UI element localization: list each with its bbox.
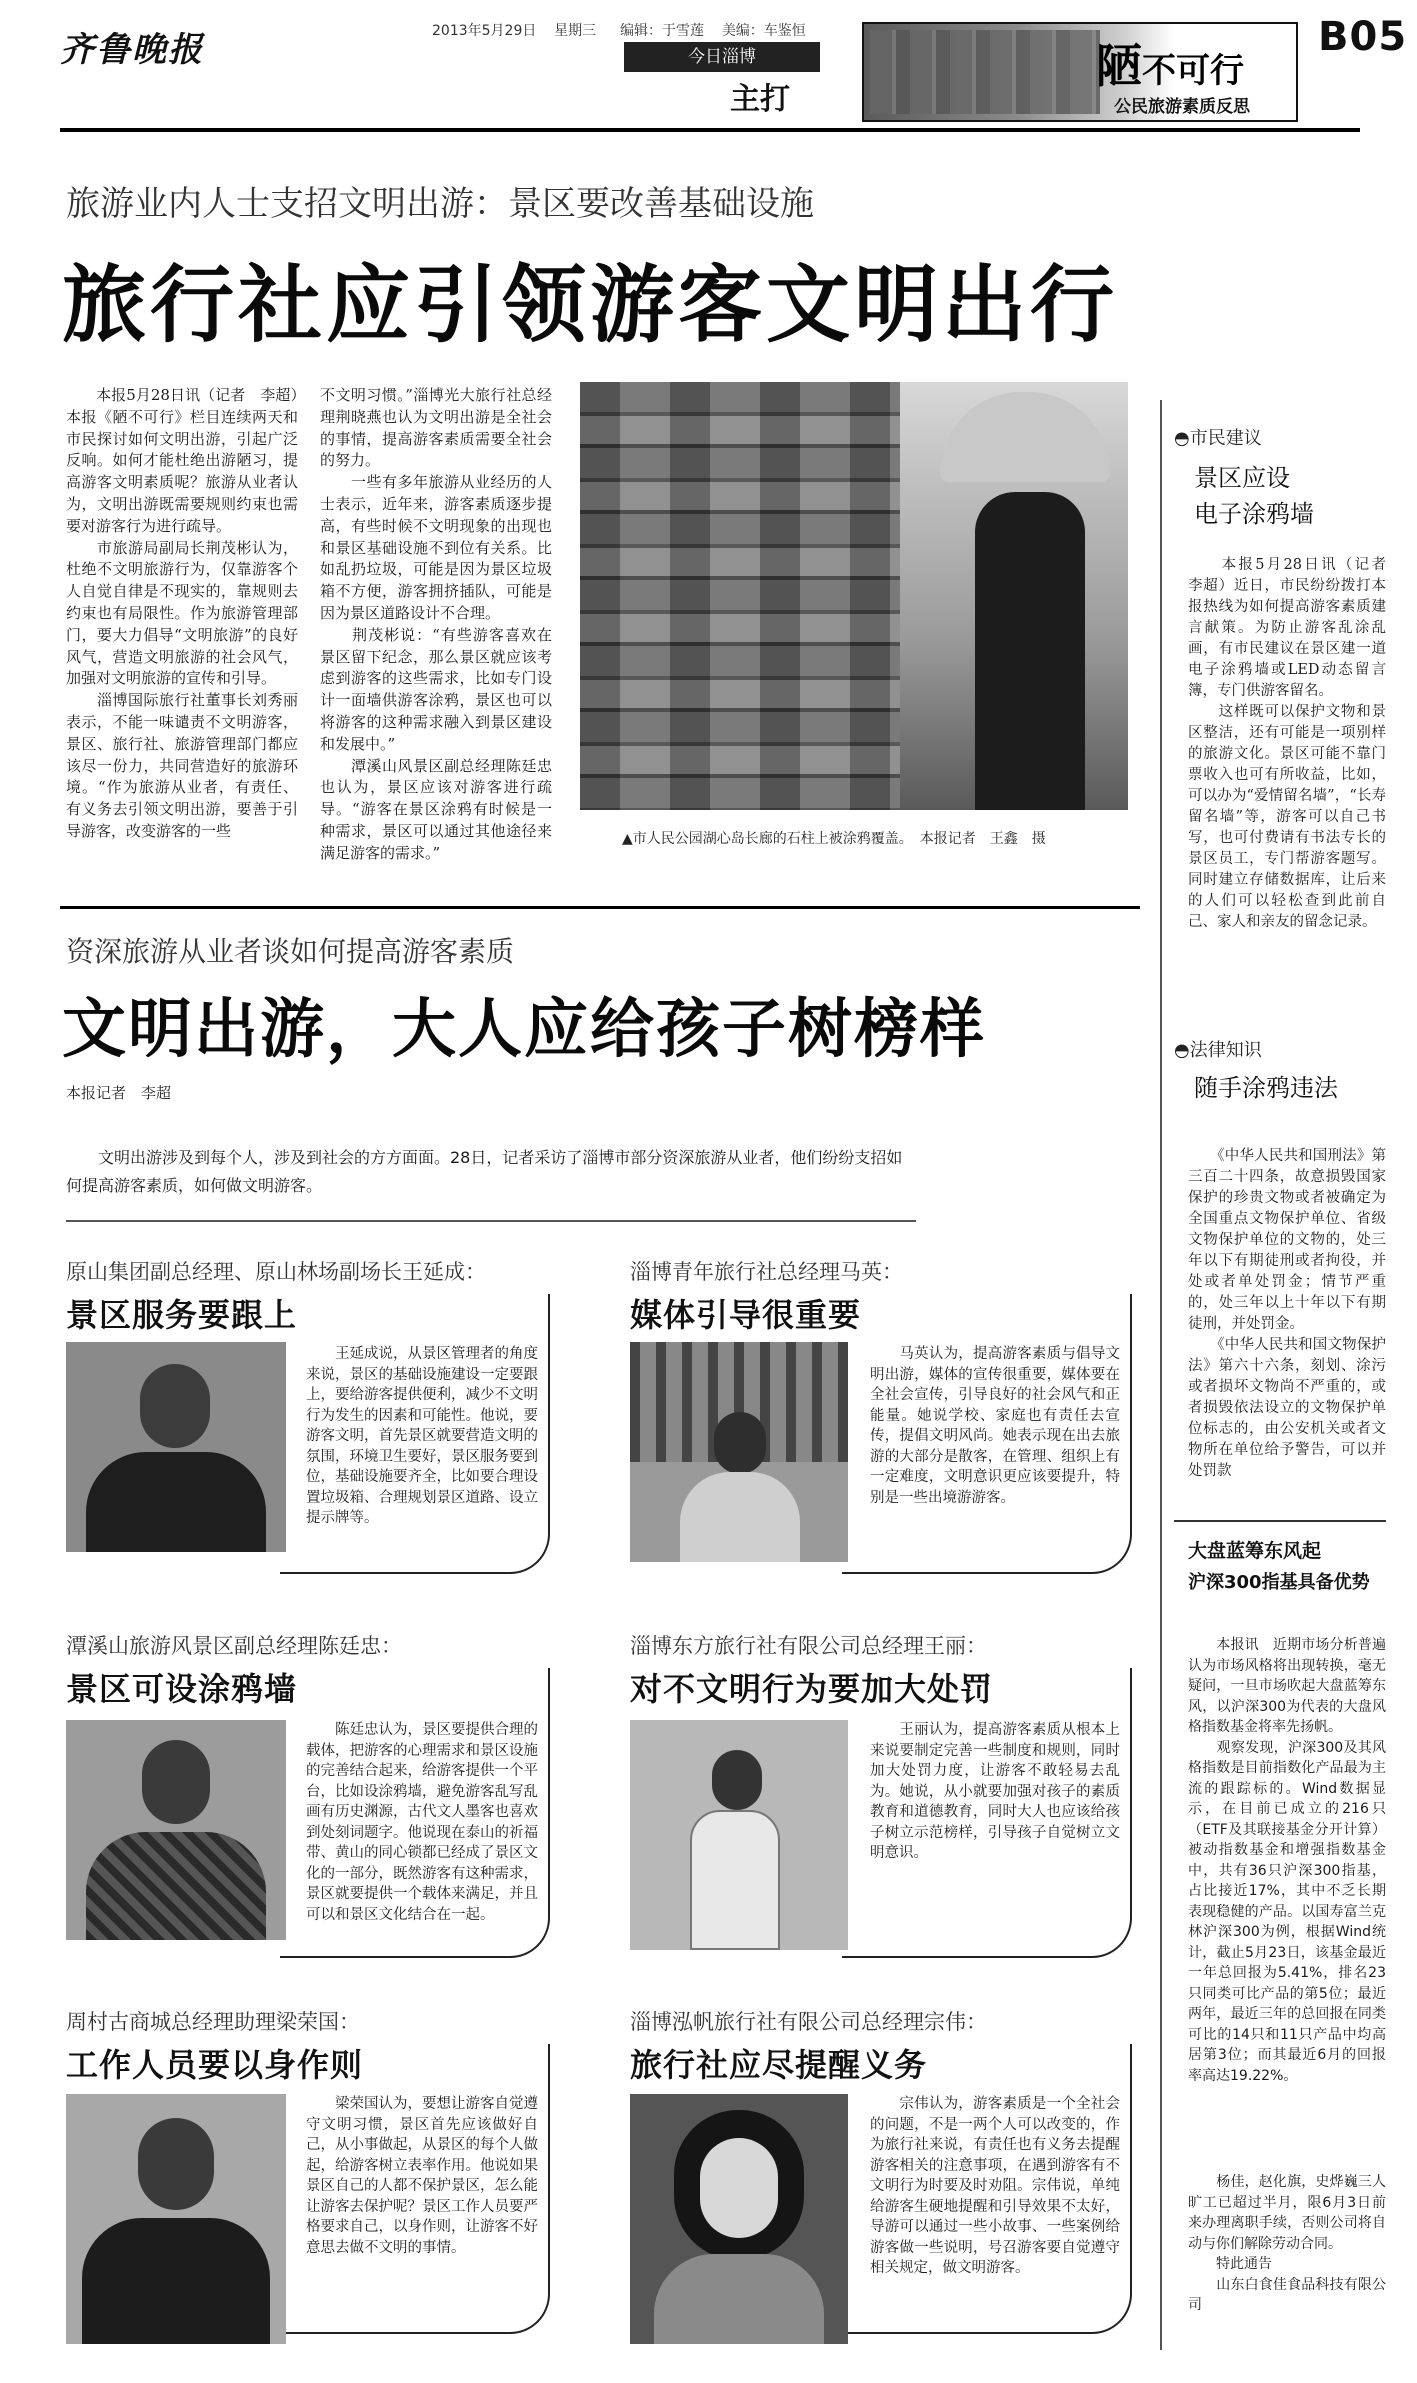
paper-logo: 齐鲁晚报 xyxy=(60,30,204,70)
profile-5-title: 工作人员要以身作则 xyxy=(66,2046,364,2084)
portrait-head xyxy=(712,1750,762,1810)
masthead xyxy=(0,0,1417,120)
column-title-b: 不可行 xyxy=(1142,51,1244,91)
section2-byline: 本报记者 李超 xyxy=(66,1084,172,1102)
column-title-a: 陋 xyxy=(1096,39,1142,93)
profile-2-title: 媒体引导很重要 xyxy=(630,1296,862,1334)
profile-1-body: 王延成说，从景区管理者的角度来说，景区的基础设施建设一定要跟上，要给游客提供便利，减少不文明行为发生的因素和可能性。他说，要游客文明，首先景区就要营造文明的氛围，环境卫生要好，景区服务要到位，基础设施要齐全，比如要合理设置垃圾箱、合理规划景区道路、设立提示牌等。 xyxy=(306,1346,538,1526)
section2-top-rule xyxy=(60,906,1140,909)
lead-photo-caption: ▲市人民公园湖心岛长廊的石柱上被涂鸦覆盖。 本报记者 王鑫 摄 xyxy=(622,831,1046,847)
portrait-body xyxy=(82,2218,270,2344)
portrait-body xyxy=(690,1810,780,1950)
section2-kicker: 资深旅游从业者谈如何提高游客素质 xyxy=(66,935,515,968)
sidebar-ad-rule xyxy=(1174,1520,1386,1522)
tag-icon: ◓ xyxy=(1174,428,1190,449)
tag-icon: ◓ xyxy=(1174,1040,1190,1061)
portrait-body xyxy=(654,2254,824,2344)
column-subtitle: 公民旅游素质反思 xyxy=(1114,97,1250,117)
weekday-text: 星期三 xyxy=(554,23,597,39)
profile-1-photo xyxy=(66,1342,286,1552)
column-logo-box xyxy=(862,22,1298,122)
designer-text: 美编：车鉴恒 xyxy=(721,23,806,39)
section2-intro-rule xyxy=(66,1220,916,1222)
notice: 杨佳，赵化旗，史烨巍三人旷工已超过半月，限6月3日前来办理离职手续，否则公司将自动与你们解除劳动合同。 特此通告 山东白食佳食品科技有限公司 xyxy=(1188,2174,1386,2313)
profile-6-kicker: 淄博泓帆旅行社有限公司总经理宗伟： xyxy=(630,2010,987,2034)
profile-4-title: 对不文明行为要加大处罚 xyxy=(630,1670,994,1708)
section2-intro: 文明出游涉及到每个人，涉及到社会的方方面面。28日，记者采访了淄博市部分资深旅游从业者，他们纷纷支招如何提高游客素质，如何做文明游客。 xyxy=(66,1148,903,1195)
portrait-body xyxy=(86,1452,266,1552)
editor-text: 编辑：于雪莲 xyxy=(620,23,704,39)
column-title xyxy=(1096,30,1244,96)
section-banner: 今日淄博 xyxy=(624,42,820,72)
section-role: 主打 xyxy=(730,82,790,117)
portrait-head xyxy=(714,1412,766,1474)
profile-6-body: 宗伟认为，游客素质是一个全社会的问题，不是一两个人可以改变的，作为旅行社来说，有责任也有义务去提醒游客相关的注意事项，在遇到游客有不文明行为时要及时劝阻。宗伟说，单纯给游客生硬地提醒和引导效果不太好，导游可以通过一些小故事、一些案例给游客做一些说明，号召游客要自觉遵守相关规定，做文明游客。 xyxy=(870,2096,1120,2276)
profile-6-photo xyxy=(630,2094,848,2344)
ad-title-1: 大盘蓝筹东风起 xyxy=(1188,1540,1322,1562)
profile-3-photo xyxy=(66,1720,286,1940)
lead-column-2: 不文明习惯。”淄博光大旅行社总经理荆晓燕也认为文明出游是全社会的事情，提高游客素质需要全社会的努力。 一些有多年旅游从业经历的人士表示，近年来，游客素质逐步提高，有些时候不文明现象的出现也和景区基础设施不到位有关系。比如乱扔垃圾，可能是因为景区垃圾箱不方便，游客拥挤插队，可能是因为景区道路设计不合理。 荆茂彬说：“有些游客喜欢在景区留下纪念，那么景区就应该考虑到游客的这些需求，比如专门设计一面墙供游客涂鸦，景区也可以将游客的这种需求融入到景区建设和发展中。” 潭溪山风景区副总经理陈廷忠也认为，景区应该对游客进行疏导。“游客在景区涂鸦有时候是一种需求，景区可以通过其他途径来满足游客的需求。” xyxy=(320,386,552,862)
profile-4-kicker: 淄博东方旅行社有限公司总经理王丽： xyxy=(630,1634,987,1658)
profile-5-photo xyxy=(66,2094,286,2344)
profile-2-body: 马英认为，提高游客素质与倡导文明出游，媒体的宣传很重要，媒体要在全社会宣传，引导良好的社会风气和正能量。她说学校、家庭也有责任去宣传，提倡文明风尚。她表示现在出去旅游的大部分是散客，在管理、组织上有一定难度，文明意识更应该要提升，特别是一些出境游游客。 xyxy=(870,1346,1120,1506)
profile-3-title: 景区可设涂鸦墙 xyxy=(66,1670,298,1708)
profile-6-title: 旅行社应尽提醒义务 xyxy=(630,2046,928,2084)
profile-5-body: 梁荣国认为，要想让游客自觉遵守文明习惯，景区首先应该做好自己，从小事做起，从景区的每个人做起，给游客树立表率作用。他说如果景区自己的人都不保护景区，怎么能让游客去保护呢？景区工作人员要严格要求自己，以身作则，让游客不好意思去做不文明的事情。 xyxy=(306,2096,538,2256)
sidebar-tag-1 xyxy=(1174,424,1262,450)
date-text: 2013年5月29日 xyxy=(432,23,537,39)
editor-credit xyxy=(620,20,806,40)
page-number: B05 xyxy=(1318,14,1408,60)
issue-date xyxy=(432,20,596,40)
sidebar-body-1: 本报5月28日讯（记者 李超）近日，市民纷纷拨打本报热线为如何提高游客素质建言献策。为防止游客乱涂乱画，有市民建议在景区建一道电子涂鸦墙或LED动态留言簿，专门供游客留名。 这样既可以保护文物和景区整洁，还有可能是一项别样的旅游文化。景区可能不靠门票收入也可有所收益，比如，可以办为“爱情留名墙”，“长寿留名墙”等，游客可以自己书写，也可付费请有书法专长的景区员工，专门帮游客题写。同时建立存储数据库，让后来的人们可以轻松查到此前自己、家人和亲友的留念记录。 xyxy=(1188,557,1386,930)
profile-4-body: 王丽认为，提高游客素质从根本上来说要制定完善一些制度和规则，同时加大处罚力度，让游客不敢轻易去乱为。她说，从小就要加强对孩子的素质教育和道德教育，同时大人也应该给孩子树立示范榜样，引导孩子自觉树立文明意识。 xyxy=(870,1722,1120,1861)
person-silhouette xyxy=(975,492,1085,810)
sidebar-tag-2 xyxy=(1174,1036,1262,1062)
masthead-rule xyxy=(60,128,1360,132)
lead-column-1: 本报5月28日讯（记者 李超）本报《陋不可行》栏目连续两天和市民探讨如何文明出游，引起广泛反响。如何才能杜绝出游陋习，提高游客文明素质呢？旅游从业者认为，文明出游既需要规则约束也需要对游客行为进行疏导。 市旅游局副局长荆茂彬认为，杜绝不文明旅游行为，仅靠游客个人自觉自律是不现实的，靠规则去约束也有局限性。作为旅游管理部门，要大力倡导“文明旅游”的良好风气，营造文明旅游的社会风气，加强对文明旅游的宣传和引导。 淄博国际旅行社董事长刘秀丽表示，不能一味谴责不文明游客，景区、旅行社、旅游管理部门都应该尽一份力，共同营造好的旅游环境。“作为旅游从业者，有责任、有义务去引领文明出游，要善于引导游客，改变游客的一些 xyxy=(66,386,298,840)
portrait-body xyxy=(86,1832,266,1940)
sidebar-divider xyxy=(1160,400,1162,2350)
portrait-head xyxy=(140,1364,210,1448)
profile-2-kicker: 淄博青年旅行社总经理马英： xyxy=(630,1260,903,1284)
profile-5-kicker: 周村古商城总经理助理梁荣国： xyxy=(66,2010,360,2034)
section2-headline: 文明出游，大人应给孩子树榜样 xyxy=(62,993,986,1067)
tag-label: 法律知识 xyxy=(1189,1040,1262,1061)
sidebar xyxy=(1174,410,1386,2360)
ad-title-2: 沪深300指基具备优势 xyxy=(1188,1572,1370,1593)
sidebar-title-2: 随手涂鸦违法 xyxy=(1194,1074,1338,1102)
lead-photo xyxy=(580,382,1128,810)
profile-2-photo xyxy=(630,1342,848,1562)
profile-4-photo xyxy=(630,1720,848,1950)
portrait-head xyxy=(138,2118,214,2210)
profile-1-title: 景区服务要跟上 xyxy=(66,1296,298,1334)
portrait-body xyxy=(680,1472,800,1562)
profile-3-kicker: 潭溪山旅游风景区副总经理陈廷忠： xyxy=(66,1634,402,1658)
portrait-head xyxy=(142,1740,210,1824)
tag-label: 市民建议 xyxy=(1189,428,1262,449)
lead-kicker: 旅游业内人士支招文明出游：景区要改善基础设施 xyxy=(66,184,814,224)
ad-body: 本报讯 近期市场分析普遍认为市场风格将出现转换，毫无疑问，一旦市场吹起大盘蓝筹东风，以沪深300为代表的大盘风格指数基金将率先扬帆。 观察发现，沪深300及其风格指数是目前指数化产品最为主流的跟踪标的。Wind数据显示，在目前已成立的216只（ETF及其联接基金分开计算）被动指数基金和增强指数基金中，共有36只沪深300指基，占比接近17%，其中不乏长期表现稳健的产品。以国寿富兰克林沪深300为例，根据Wind统计，截止5月23日，该基金最近一年总回报为5.41%，排名23只同类可比产品的第5位；最近两年，最近三年的总回报在同类可比的14只和11只产品中均高居第3位；而其最近6月的回报率高达19.22%。 xyxy=(1188,1637,1386,2084)
lead-headline: 旅行社应引领游客文明出行 xyxy=(62,256,1119,354)
stone-texture xyxy=(870,30,1100,114)
sidebar-body-2: 《中华人民共和国刑法》第三百二十四条，故意损毁国家保护的珍贵文物或者被确定为全国重点文物保护单位、省级文物保护单位的文物的，处三年以下有期徒刑或者拘役，并处或者单处罚金；情节严重的，处三年以上十年以下有期徒刑，并处罚金。 《中华人民共和国文物保护法》第六十六条，刻划、涂污或者损坏文物尚不严重的，或者损毁依法设立的文物保护单位标志的，由公安机关或者文物所在单位给予警告，可以并处罚款 xyxy=(1188,1148,1386,1479)
portrait-face xyxy=(700,2138,778,2238)
profile-3-body: 陈廷忠认为，景区要提供合理的载体，把游客的心理需求和景区设施的完善结合起来，给游客提供一个平台，比如设涂鸦墙，避免游客乱写乱画有历史渊源，古代文人墨客也喜欢到处刻词题字。他说现在泰山的祈福带、黄山的同心锁都已经成了景区文化的一部分，既然游客有这种需求，景区就要提供一个载体来满足，并且可以和景区文化结合在一起。 xyxy=(306,1722,538,1923)
pillar-shading xyxy=(580,382,900,810)
profile-1-kicker: 原山集团副总经理、原山林场副场长王延成： xyxy=(66,1260,486,1284)
sidebar-title-1: 景区应设 电子涂鸦墙 xyxy=(1194,464,1314,528)
